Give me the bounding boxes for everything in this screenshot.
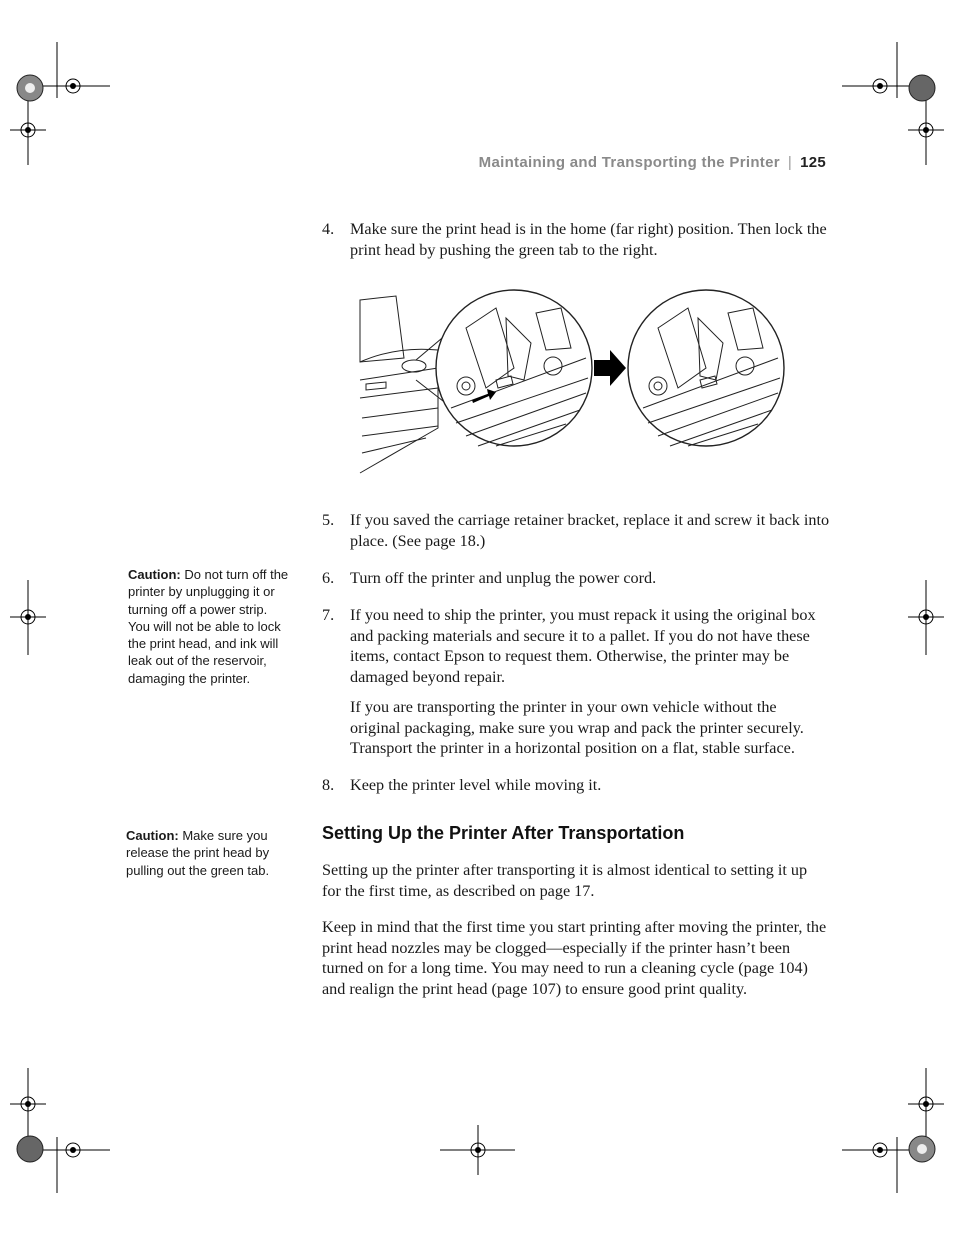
- right-arrow-icon: [594, 350, 626, 386]
- step-number: 7.: [322, 606, 335, 624]
- step-5: [322, 510, 832, 551]
- step-7-transport-note: If you are transporting the printer in your own vehicle without the original packaging, make sure you wrap and pack the printer securely. Transport the printer in a horizontal position on a flat, stable surface.: [350, 698, 804, 757]
- caution-label: Caution:: [126, 828, 179, 843]
- header-separator: |: [787, 154, 793, 171]
- step-7: [322, 605, 832, 687]
- step-8: [322, 775, 832, 796]
- section-heading: Setting Up the Printer After Transportation: [322, 823, 685, 843]
- header-title: Maintaining and Transporting the Printer: [478, 154, 780, 171]
- step-number: 6.: [322, 569, 335, 587]
- section-paragraph-1: Setting up the printer after transporting it is almost identical to setting it up for the first time, as described on page 17.: [322, 861, 808, 900]
- step-number: 8.: [322, 776, 335, 794]
- caution-note-unplug: [128, 566, 290, 687]
- running-header: [330, 154, 826, 171]
- step-number: 4.: [322, 220, 335, 238]
- step-text: If you need to ship the printer, you must repack it using the original box and packing materials and secure it to a pallet. If you do not have these items, contact Epson to request them. Otherwise, the printer may be damaged beyond repair.: [350, 606, 816, 686]
- step-4: [322, 219, 832, 260]
- zoom-circle-after: [628, 290, 784, 446]
- caution-note-release: [126, 827, 288, 879]
- caution-label: Caution:: [128, 567, 181, 582]
- section-paragraph-2: Keep in mind that the first time you start printing after moving the printer, the print head nozzles may be clogged—especially if the printer hasn’t been turned on for a long time. You may need to run a cleaning cycle (page 104) and realign the print head (page 107) to ensure good print quality.: [322, 918, 827, 998]
- step-text: Keep the printer level while moving it.: [350, 776, 602, 794]
- printer-illustration: [360, 296, 438, 473]
- caution-text: Make sure you release the print head by pulling out the green tab.: [126, 828, 270, 878]
- step-text: Turn off the printer and unplug the power cord.: [350, 569, 657, 587]
- step-text: If you saved the carriage retainer bracket, replace it and screw it back into place. (See page 18.): [350, 511, 830, 550]
- step-number: 5.: [322, 511, 335, 529]
- step-text: Make sure the print head is in the home (far right) position. Then lock the print head by pushing the green tab to the right.: [350, 220, 827, 259]
- print-head-lock-illustration: [356, 288, 790, 478]
- page-number: 125: [800, 154, 826, 171]
- caution-text: Do not turn off the printer by unplugging it or turning off a power strip. You will not be able to lock the print head, and ink will leak out of the reservoir, damaging the printer.: [128, 567, 289, 686]
- step-6: [322, 568, 832, 589]
- zoom-circle-before: [436, 290, 592, 446]
